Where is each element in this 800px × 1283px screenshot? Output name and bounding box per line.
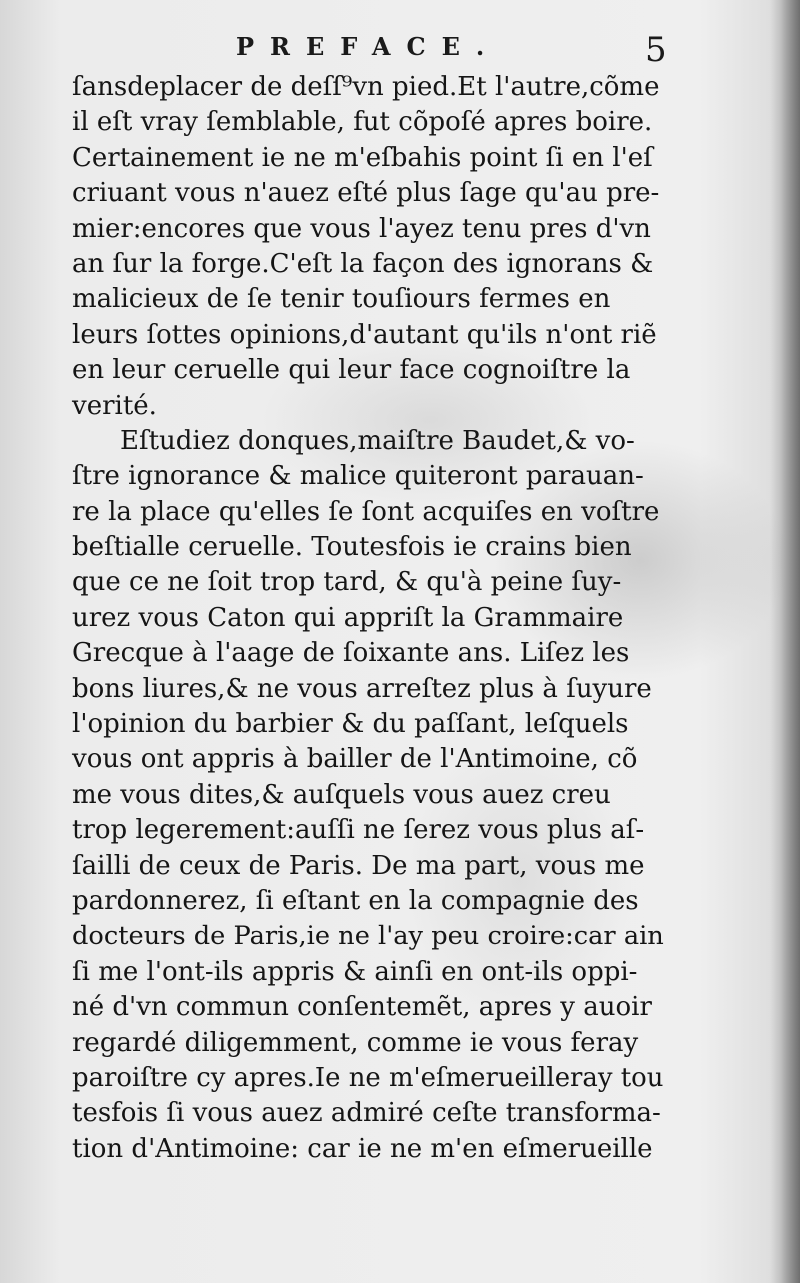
text-line: né d'vn commun conſentemẽt, apres y auoir [72, 992, 652, 1023]
text-line: que ce ne ſoit trop tard, & qu'à peine ſuy- [72, 567, 622, 598]
text-line: il eſt vray ſemblable, fut cõpoſé apres boire. [72, 107, 653, 138]
text-line: trop legerement:auſſi ne ſerez vous plus aſ- [72, 815, 645, 846]
text-line: paroiſtre cy apres.Ie ne m'eſmerueilleray tou [72, 1062, 664, 1093]
text-line: tesfois ſi vous auez admiré ceſte transforma- [72, 1098, 661, 1129]
text-line: bons liures,& ne vous arreſtez plus à ſuyure [72, 673, 652, 704]
text-line: mier:encores que vous l'ayez tenu pres d'vn [72, 213, 651, 244]
text-line: leurs ſottes opinions,d'autant qu'ils n'ont riẽ [72, 319, 657, 350]
text-line: Certainement ie ne m'eſbahis point ſi en l'eſ [72, 142, 653, 173]
page-number: 5 [645, 30, 667, 70]
text-line: verité. [72, 390, 157, 421]
page-header [0, 32, 800, 72]
text-line: regardé diligemment, comme ie vous feray [72, 1027, 639, 1058]
text-line: criuant vous n'auez eſté plus ſage qu'au pre- [72, 178, 660, 209]
text-line: ſailli de ceux de Paris. De ma part, vous me [72, 850, 645, 881]
text-line: vous ont appris à bailler de l'Antimoine, cõ [72, 744, 638, 775]
text-line: me vous dites,& auſquels vous auez creu [72, 779, 611, 810]
text-line: malicieux de ſe tenir touſiours fermes en [72, 284, 611, 315]
text-line: Grecque à l'aage de ſoixante ans. Liſez les [72, 638, 630, 669]
text-line: an ſur la forge.C'eſt la façon des ignorans & [72, 248, 654, 279]
body-text [72, 70, 664, 1167]
text-line: docteurs de Paris,ie ne l'ay peu croire:car ain [72, 921, 664, 952]
running-head: PREFACE. [236, 32, 501, 61]
text-line: en leur ceruelle qui leur face cognoiſtre la [72, 355, 631, 386]
text-line: re la place qu'elles ſe ſont acquiſes en voſtre [72, 496, 660, 527]
text-line: ſansdeplacer de deſſ⁹vn pied.Et l'autre,cõme [72, 72, 660, 102]
text-line: l'opinion du barbier & du paſſant, leſquels [72, 709, 629, 740]
text-line: ſi me l'ont-ils appris & ainſi en ont-ils oppi- [72, 956, 638, 987]
paragraph-first-line: Eſtudiez donques,maiſtre Baudet,& vo- [120, 425, 635, 456]
text-line: ſtre ignorance & malice quiteront parauan- [72, 461, 644, 492]
text-line: urez vous Caton qui appriſt la Grammaire [72, 602, 624, 633]
text-line: pardonnerez, ſi eſtant en la compagnie des [72, 885, 639, 916]
text-line: beſtialle ceruelle. Toutesfois ie crains bien [72, 532, 632, 563]
text-line: tion d'Antimoine: car ie ne m'en eſmerueille [72, 1133, 653, 1164]
